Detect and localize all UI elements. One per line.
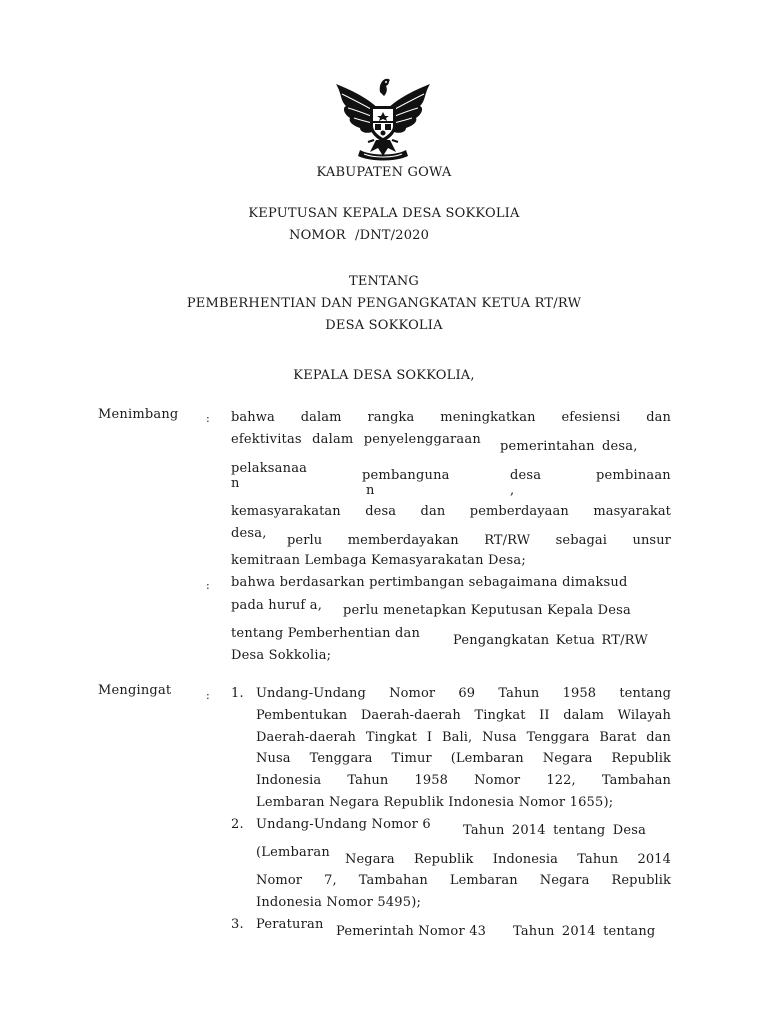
menimbang-a-line-5a: desa, (231, 526, 267, 541)
mengingat-item-2-line-1a: Undang-Undang Nomor 6 (256, 817, 431, 832)
mengingat-item-3-line-1a: Peraturan (256, 917, 324, 932)
menimbang-a-line-3a: pelaksanaa (231, 461, 308, 476)
mengingat-item-2-line-3: Nomor 7, Tambahan Lembaran Negara Republik (256, 873, 671, 888)
menimbang-b-line-2a: pada huruf a, (231, 598, 323, 613)
mengingat-item-1-number: 1. (231, 686, 244, 701)
mengingat-item-2-line-1b: Tahun 2014 tentang Desa (463, 823, 647, 838)
mengingat-item-1-line-4: Nusa Tenggara Timur (Lembaran Negara Republik (256, 751, 671, 766)
menimbang-b-line-1: bahwa berdasarkan pertimbangan sebagaimana dimaksud (231, 575, 628, 590)
menimbang-a-line-2a: efektivitas dalam penyelenggaraan (231, 432, 481, 447)
decree-number-label: NOMOR (289, 228, 346, 243)
menimbang-a-line-3c-cont: , (510, 483, 515, 498)
regency-heading: KABUPATEN GOWA (316, 165, 452, 180)
mengingat-item-2-line-2b: Negara Republik Indonesia Tahun 2014 (345, 852, 671, 867)
mengingat-item-1-line-3: Daerah-daerah Tingkat I Bali, Nusa Tenggara Barat dan (256, 730, 671, 745)
mengingat-item-3-line-1c: Tahun 2014 tentang (513, 924, 656, 939)
mengingat-item-1-line-1: Undang-Undang Nomor 69 Tahun 1958 tentang (256, 686, 671, 701)
decree-number-value: /DNT/2020 (355, 228, 430, 243)
menimbang-a-line-6: kemitraan Lembaga Kemasyarakatan Desa; (231, 553, 526, 568)
mengingat-label: Mengingat (98, 683, 172, 698)
menimbang-label: Menimbang (98, 407, 179, 422)
mengingat-item-3-number: 3. (231, 917, 244, 932)
menimbang-b-line-2b: perlu menetapkan Keputusan Kepala Desa (343, 603, 631, 618)
mengingat-item-1-line-5: Indonesia Tahun 1958 Nomor 122, Tambahan (256, 773, 671, 788)
mengingat-item-2-line-2a: (Lembaran (256, 845, 330, 860)
menimbang-b-line-4: Desa Sokkolia; (231, 648, 332, 663)
menimbang-a-line-3b-cont: n (366, 483, 375, 498)
menimbang-a-line-3a-cont: n (231, 476, 240, 491)
mengingat-item-1-line-6: Lembaran Negara Republik Indonesia Nomor 1655); (256, 795, 614, 810)
mengingat-item-2-line-4: Indonesia Nomor 5495); (256, 895, 422, 910)
menimbang-a-line-3d: pembinaan (596, 468, 671, 483)
menimbang-a-line-1: bahwa dalam rangka meningkatkan efesiensi dan (231, 410, 671, 425)
menimbang-a-line-3b: pembanguna (362, 468, 450, 483)
decree-title: KEPUTUSAN KEPALA DESA SOKKOLIA (248, 206, 520, 221)
mengingat-item-2-number: 2. (231, 817, 244, 832)
about-heading: TENTANG (348, 274, 420, 289)
menimbang-colon: : (206, 412, 210, 425)
signatory-heading: KEPALA DESA SOKKOLIA, (293, 368, 475, 383)
mengingat-item-3-line-1b: Pemerintah Nomor 43 (336, 924, 487, 939)
menimbang-b-colon: : (206, 579, 210, 592)
subject-line-1: PEMBERHENTIAN DAN PENGANGKATAN KETUA RT/RW (186, 296, 582, 311)
menimbang-b-line-3b: Pengangkatan Ketua RT/RW (453, 633, 648, 648)
mengingat-colon: : (206, 689, 210, 702)
garuda-emblem-icon (330, 70, 436, 162)
menimbang-a-line-3c: desa (510, 468, 542, 483)
menimbang-a-line-5b: perlu memberdayakan RT/RW sebagai unsur (287, 533, 671, 548)
menimbang-a-line-4: kemasyarakatan desa dan pemberdayaan masyarakat (231, 504, 671, 519)
menimbang-b-line-3a: tentang Pemberhentian dan (231, 626, 421, 641)
subject-line-2: DESA SOKKOLIA (325, 318, 443, 333)
mengingat-item-1-line-2: Pembentukan Daerah-daerah Tingkat II dalam Wilayah (256, 708, 671, 723)
menimbang-a-line-2b: pemerintahan desa, (500, 439, 638, 454)
